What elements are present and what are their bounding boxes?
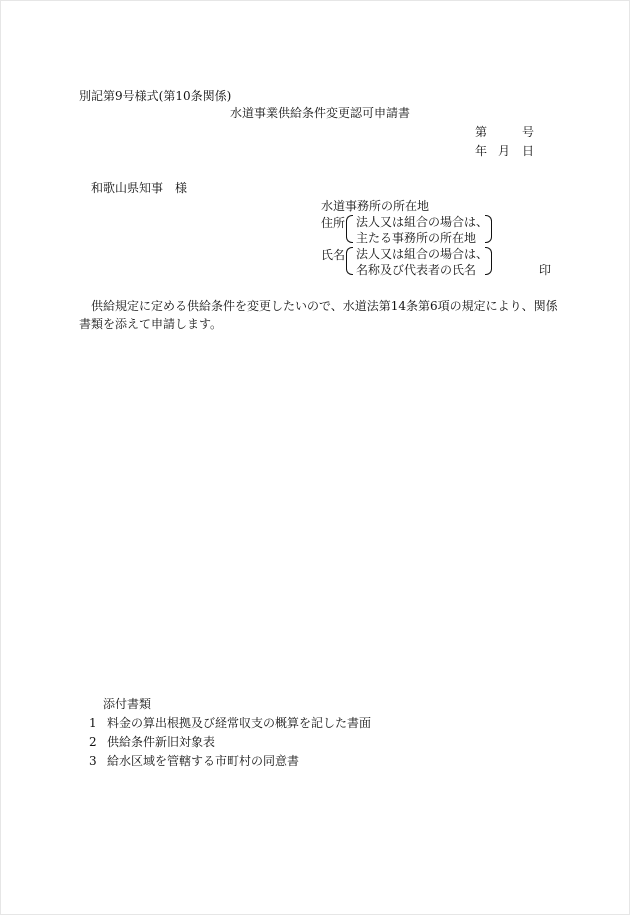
date-day: 日 <box>522 144 535 158</box>
address-note-line2: 主たる事務所の所在地 <box>356 231 477 245</box>
name-bracket-right <box>485 247 492 275</box>
date-year: 年 <box>475 144 488 158</box>
attachments-heading: 添付書類 <box>103 697 152 711</box>
date-month: 月 <box>498 144 511 158</box>
address-bracket-left <box>346 215 353 243</box>
application-body-text: 供給規定に定める供給条件を変更したいので、水道法第14条第6項の規定により、関係書類を添えて申請します。 <box>79 299 558 331</box>
name-label: 氏名 <box>321 248 346 262</box>
document-title: 水道事業供給条件変更認可申請書 <box>230 106 411 120</box>
attachment-number: 2 <box>89 735 97 749</box>
attachment-text: 料金の算出根拠及び経常収支の概算を記した書面 <box>107 716 372 730</box>
addressee: 和歌山県知事 様 <box>91 181 188 195</box>
address-label: 住所 <box>321 216 346 230</box>
attachment-number: 1 <box>89 716 97 730</box>
form-reference: 別記第9号様式(第10条関係) <box>79 89 232 103</box>
attachment-number: 3 <box>89 754 97 768</box>
office-location-label: 水道事務所の所在地 <box>321 199 430 213</box>
attachment-text: 供給条件新旧対象表 <box>107 735 216 749</box>
address-bracket-right <box>485 215 492 243</box>
seal-mark: 印 <box>539 263 552 277</box>
number-suffix: 号 <box>522 125 535 139</box>
address-note-line1: 法人又は組合の場合は、 <box>356 215 489 229</box>
attachment-text: 給水区域を管轄する市町村の同意書 <box>107 754 300 768</box>
name-note-line1: 法人又は組合の場合は、 <box>356 247 489 261</box>
name-bracket-left <box>346 247 353 275</box>
number-prefix: 第 <box>475 125 488 139</box>
name-note-line2: 名称及び代表者の氏名 <box>356 263 477 277</box>
